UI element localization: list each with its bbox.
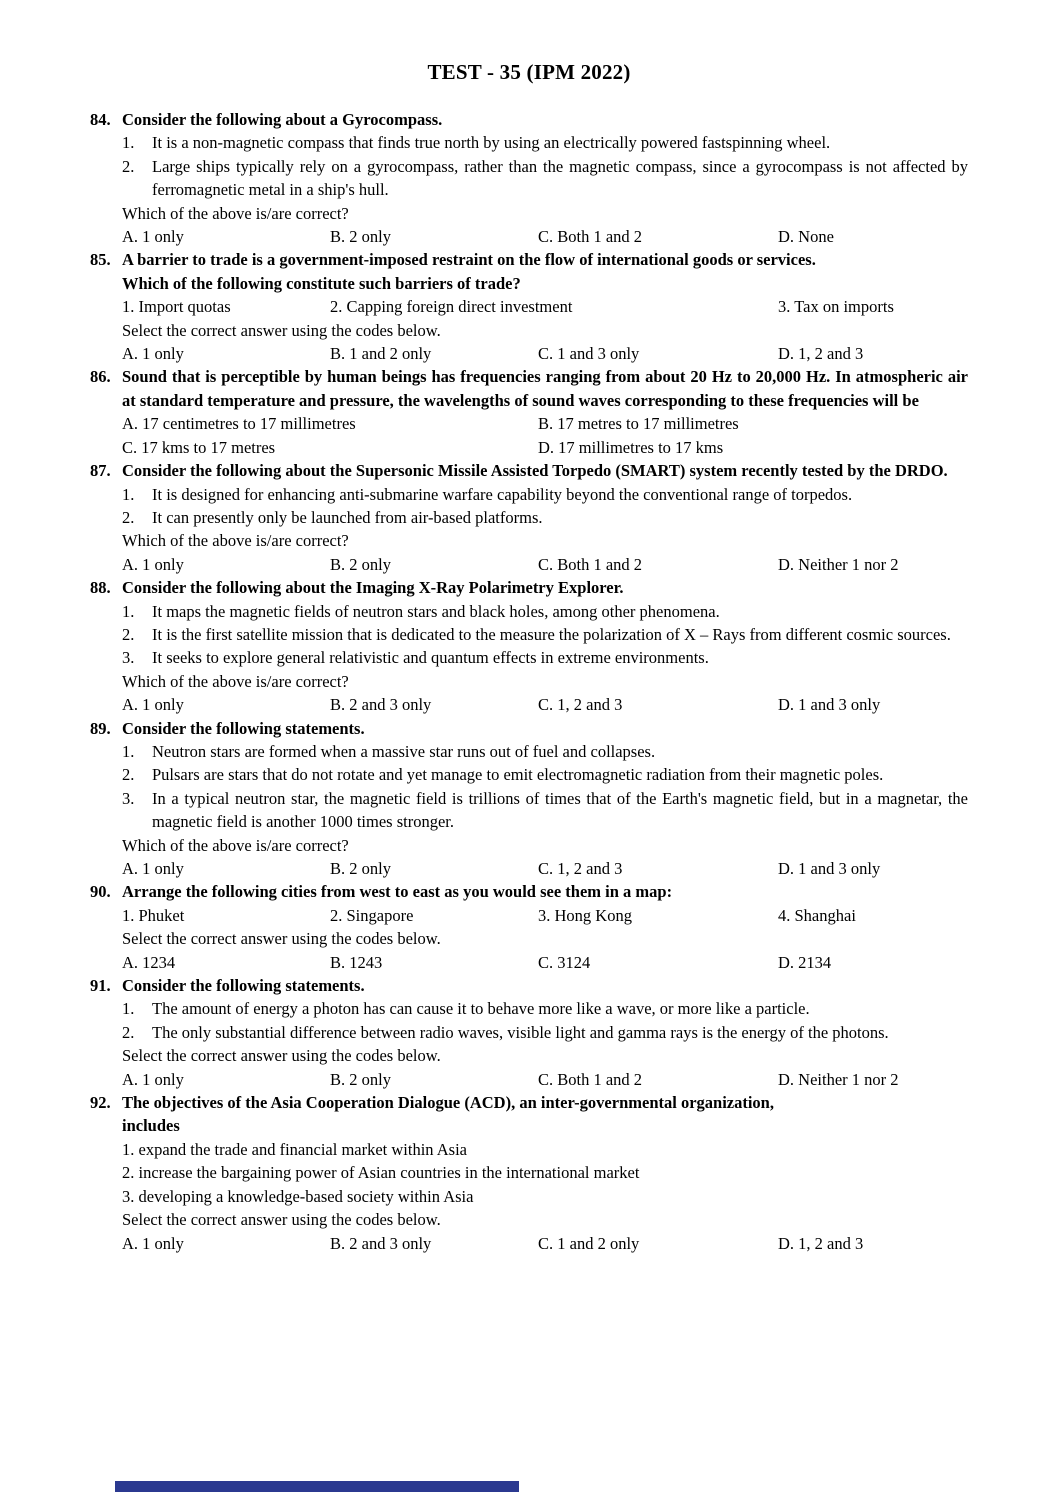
option <box>538 951 778 974</box>
option <box>778 342 968 365</box>
statement-text: Phuket <box>138 905 185 925</box>
option-text: 1 only <box>142 1233 184 1253</box>
question-stem: Consider the following about the Imaging X-Ray Polarimetry Explorer. <box>122 578 624 598</box>
option-text: 1, 2 and 3 <box>798 344 864 364</box>
option-label: B. <box>330 227 346 247</box>
option-label: A. <box>122 344 139 364</box>
question-lead: Which of the above is/are correct? <box>122 531 349 551</box>
option-text: 2 only <box>349 227 391 247</box>
option-text: 2134 <box>798 952 832 972</box>
statement-number: 1. <box>122 905 135 925</box>
statement-number: 2. <box>122 624 135 644</box>
option-text: 2 only <box>349 859 391 878</box>
option-text: 1243 <box>349 952 383 972</box>
option-text: 2 only <box>349 554 391 574</box>
statement-item <box>122 131 968 154</box>
statement-number: 2. <box>330 297 343 317</box>
question-lead: Which of the above is/are correct? <box>122 835 349 855</box>
question-number: 87. <box>90 461 111 481</box>
footer-bar <box>115 1481 519 1492</box>
option-text: Neither 1 nor 2 <box>798 1069 899 1089</box>
statement-number: 2. <box>122 1163 135 1183</box>
option-label: C. <box>538 859 554 878</box>
question-stem: Consider the following about the Supersonic Missile Assisted Torpedo (SMART) system recently tested by the DRDO. <box>122 461 948 481</box>
options-row <box>122 693 968 716</box>
question-stem: A barrier to trade is a government-imposed restraint on the flow of international goods or services. <box>122 250 816 270</box>
question-stem-line2: Which of the following constitute such barriers of trade? <box>122 273 521 293</box>
option <box>778 951 968 974</box>
statement-text: Large ships typically rely on a gyrocompass, rather than the magnetic compass, since a gyrocompass is not affected by ferromagnetic metal in a ship's hull. <box>152 156 968 200</box>
question-stem: Sound that is perceptible by human beings has frequencies ranging from about 20 Hz to 20,000 Hz. In atmospheric air at standard temperature and pressure, the wavelengths of sound waves corresponding to these frequencies will be <box>122 367 968 410</box>
question-lead: Select the correct answer using the codes below. <box>122 320 441 340</box>
option-text: 1 and 2 only <box>557 1233 640 1253</box>
option-label: C. <box>122 437 138 457</box>
statement-item <box>778 904 968 927</box>
option-label: C. <box>538 554 554 574</box>
option <box>122 342 330 365</box>
option-label: C. <box>538 695 554 715</box>
options-grid <box>122 412 968 459</box>
option-text: 1 and 3 only <box>798 859 881 878</box>
statement-number: 1. <box>122 741 135 761</box>
statement-text: It maps the magnetic fields of neutron stars and black holes, among other phenomena. <box>152 601 720 621</box>
option-label: D. <box>778 952 795 972</box>
question-block <box>90 365 968 459</box>
statement-number: 2. <box>122 765 135 785</box>
option-text: Neither 1 nor 2 <box>798 554 899 574</box>
option-text: 1 and 3 only <box>798 695 881 715</box>
statement-text: Neutron stars are formed when a massive star runs out of fuel and collapses. <box>152 741 656 761</box>
option-text: 17 millimetres to 17 kms <box>558 437 724 457</box>
options-row <box>122 342 968 365</box>
statement-text: It is the first satellite mission that is dedicated to the measure the polarization of X – Rays from different cosmic sources. <box>152 624 951 644</box>
option-label: A. <box>122 695 139 715</box>
option-label: D. <box>538 437 555 457</box>
statement-line <box>122 1138 968 1161</box>
question-number: 86. <box>90 367 111 387</box>
option-label: B. <box>330 952 346 972</box>
statement-text: The only substantial difference between radio waves, visible light and gamma rays is the energy of the photons. <box>152 1022 889 1042</box>
statement-item <box>330 904 538 927</box>
statement-item <box>778 295 968 318</box>
option-label: D. <box>778 859 795 878</box>
question-block <box>90 459 968 576</box>
option <box>778 1232 968 1255</box>
option-label: B. <box>538 414 554 434</box>
inline-statements-row <box>122 904 968 927</box>
statement-item <box>122 997 968 1020</box>
inline-statements-row <box>122 295 968 318</box>
statement-text: Tax on imports <box>794 297 894 317</box>
statement-text: In a typical neutron star, the magnetic field is trillions of times that of the Earth's magnetic field, but in a magnetar, the magnetic field is another 1000 times stronger. <box>152 788 968 832</box>
statement-item <box>122 295 330 318</box>
statement-line <box>122 1161 968 1184</box>
option <box>122 1232 330 1255</box>
option-text: 3124 <box>557 952 591 972</box>
statement-number: 3. <box>122 1186 135 1206</box>
option-text: 1 only <box>142 859 184 878</box>
statement-number: 2. <box>122 507 135 527</box>
statement-item <box>122 155 968 202</box>
question-lead: Select the correct answer using the codes below. <box>122 1210 441 1230</box>
option <box>122 553 330 576</box>
option-text: 1 and 3 only <box>557 344 640 364</box>
option <box>538 553 778 576</box>
statement-number: 1. <box>122 484 135 504</box>
option <box>538 436 968 459</box>
option-text: 1, 2 and 3 <box>798 1233 864 1253</box>
option-label: A. <box>122 859 139 878</box>
option <box>122 693 330 716</box>
statement-number: 3. <box>122 788 135 808</box>
statement-text: Pulsars are stars that do not rotate and yet manage to emit electromagnetic radiation from their magnetic poles. <box>152 765 884 785</box>
option <box>538 412 968 435</box>
option <box>122 1068 330 1091</box>
statement-number: 3. <box>538 905 551 925</box>
statement-text: Shanghai <box>794 905 856 925</box>
option-label: A. <box>122 554 139 574</box>
question-number: 91. <box>90 976 111 996</box>
statement-number: 1. <box>122 1139 135 1159</box>
question-block <box>90 248 968 365</box>
question-stem: Arrange the following cities from west to east as you would see them in a map: <box>122 882 673 902</box>
question-block <box>90 108 968 248</box>
option-text: None <box>798 227 834 247</box>
option-label: D. <box>778 1069 795 1089</box>
option <box>538 342 778 365</box>
option-text: 2 only <box>349 1069 391 1089</box>
question-number: 89. <box>90 718 111 738</box>
options-row <box>122 225 968 248</box>
option-label: A. <box>122 952 139 972</box>
statement-number: 3. <box>778 297 791 317</box>
option-label: D. <box>778 227 795 247</box>
statement-item <box>122 763 968 786</box>
statement-item <box>122 483 968 506</box>
question-number: 84. <box>90 110 111 129</box>
option-text: 1 only <box>142 227 184 247</box>
option <box>122 857 330 880</box>
statement-text: Import quotas <box>138 297 231 317</box>
option-label: A. <box>122 1069 139 1089</box>
option-text: 17 metres to 17 millimetres <box>557 414 739 434</box>
statement-text: It can presently only be launched from air-based platforms. <box>152 507 543 527</box>
option-text: 17 kms to 17 metres <box>141 437 276 457</box>
options-row <box>122 857 968 880</box>
option-label: C. <box>538 344 554 364</box>
question-number: 85. <box>90 250 111 270</box>
statement-text: increase the bargaining power of Asian countries in the international market <box>138 1163 640 1183</box>
option-label: D. <box>778 554 795 574</box>
statement-item <box>122 600 968 623</box>
option <box>330 951 538 974</box>
option-text: Both 1 and 2 <box>557 554 643 574</box>
option-label: B. <box>330 695 346 715</box>
statement-text: developing a knowledge-based society within Asia <box>138 1186 474 1206</box>
statement-item <box>122 740 968 763</box>
option <box>538 225 778 248</box>
option <box>122 412 538 435</box>
question-block <box>90 717 968 881</box>
option-label: B. <box>330 344 346 364</box>
statement-text: Singapore <box>346 905 414 925</box>
options-row <box>122 1232 968 1255</box>
option-label: A. <box>122 227 139 247</box>
option-label: B. <box>330 1233 346 1253</box>
statement-item <box>122 1021 968 1044</box>
option <box>778 553 968 576</box>
options-row <box>122 553 968 576</box>
option <box>330 1068 538 1091</box>
question-block <box>90 576 968 716</box>
option <box>330 1232 538 1255</box>
question-lead: Select the correct answer using the codes below. <box>122 1046 441 1066</box>
question-number: 92. <box>90 1093 111 1113</box>
statement-text: It is designed for enhancing anti-submarine warfare capability beyond the conventional range of torpedos. <box>152 484 853 504</box>
option-label: C. <box>538 227 554 247</box>
statement-number: 2. <box>122 1022 135 1042</box>
option-text: 1234 <box>142 952 176 972</box>
option <box>778 693 968 716</box>
options-row <box>122 1068 968 1091</box>
option-text: 2 and 3 only <box>349 1233 432 1253</box>
statement-item <box>122 506 968 529</box>
option-text: 1 and 2 only <box>349 344 432 364</box>
statement-item <box>122 623 968 646</box>
question-stem: Consider the following about a Gyrocompass. <box>122 110 443 129</box>
option-text: 1, 2 and 3 <box>557 859 623 878</box>
option <box>778 1068 968 1091</box>
option <box>538 1232 778 1255</box>
question-stem: Consider the following statements. <box>122 976 365 996</box>
questions-list <box>90 108 968 1255</box>
option <box>122 951 330 974</box>
option-text: 1 only <box>142 344 184 364</box>
option-text: 1 only <box>142 695 184 715</box>
statement-number: 2. <box>122 156 135 176</box>
option <box>778 225 968 248</box>
statement-item <box>122 787 968 834</box>
option <box>330 857 538 880</box>
statement-number: 1. <box>122 133 135 153</box>
question-number: 88. <box>90 578 111 598</box>
option-label: A. <box>122 414 139 434</box>
option <box>778 857 968 880</box>
statement-number: 4. <box>778 905 791 925</box>
option <box>122 436 538 459</box>
statement-item <box>122 646 968 669</box>
option-label: A. <box>122 1233 139 1253</box>
statement-number: 3. <box>122 648 135 668</box>
statement-item <box>330 295 778 318</box>
option-text: 1 only <box>142 554 184 574</box>
statement-text: Hong Kong <box>554 905 632 925</box>
statement-line <box>122 1185 968 1208</box>
option-label: C. <box>538 952 554 972</box>
option <box>538 693 778 716</box>
question-lead: Select the correct answer using the codes below. <box>122 929 441 949</box>
option-text: 2 and 3 only <box>349 695 432 715</box>
question-stem: The objectives of the Asia Cooperation Dialogue (ACD), an inter-governmental organization, <box>122 1093 774 1113</box>
option-text: Both 1 and 2 <box>557 227 643 247</box>
option-text: 1 only <box>142 1069 184 1089</box>
question-lead: Which of the above is/are correct? <box>122 671 349 691</box>
option <box>330 225 538 248</box>
question-block <box>90 974 968 1091</box>
question-block <box>90 880 968 974</box>
statement-number: 2. <box>330 905 343 925</box>
option <box>330 342 538 365</box>
option-label: D. <box>778 695 795 715</box>
option <box>538 857 778 880</box>
option <box>330 693 538 716</box>
statement-text: The amount of energy a photon has can cause it to behave more like a wave, or more like a particle. <box>152 999 810 1019</box>
statement-text: It seeks to explore general relativistic and quantum effects in extreme environments. <box>152 648 709 668</box>
page-title: TEST - 35 (IPM 2022) <box>427 60 631 84</box>
option <box>538 1068 778 1091</box>
option-text: 1, 2 and 3 <box>557 695 623 715</box>
options-row <box>122 951 968 974</box>
statement-number: 1. <box>122 297 135 317</box>
statement-text: expand the trade and financial market within Asia <box>138 1139 468 1159</box>
option-label: C. <box>538 1233 554 1253</box>
option <box>330 553 538 576</box>
option-text: 17 centimetres to 17 millimetres <box>142 414 356 434</box>
question-block <box>90 1091 968 1255</box>
statement-number: 1. <box>122 601 135 621</box>
option-label: D. <box>778 344 795 364</box>
question-number: 90. <box>90 882 111 902</box>
question-stem-line2: includes <box>122 1116 180 1136</box>
statement-item <box>538 904 778 927</box>
option-text: Both 1 and 2 <box>557 1069 643 1089</box>
statement-number: 1. <box>122 999 135 1019</box>
option-label: B. <box>330 859 346 878</box>
question-stem: Consider the following statements. <box>122 718 365 738</box>
statement-item <box>122 904 330 927</box>
option <box>122 225 330 248</box>
option-label: B. <box>330 554 346 574</box>
statement-text: Capping foreign direct investment <box>346 297 573 317</box>
option-label: D. <box>778 1233 795 1253</box>
question-lead: Which of the above is/are correct? <box>122 203 349 223</box>
statement-text: It is a non-magnetic compass that finds true north by using an electrically powered fastspinning wheel. <box>152 133 831 153</box>
option-label: B. <box>330 1069 346 1089</box>
option-label: C. <box>538 1069 554 1089</box>
